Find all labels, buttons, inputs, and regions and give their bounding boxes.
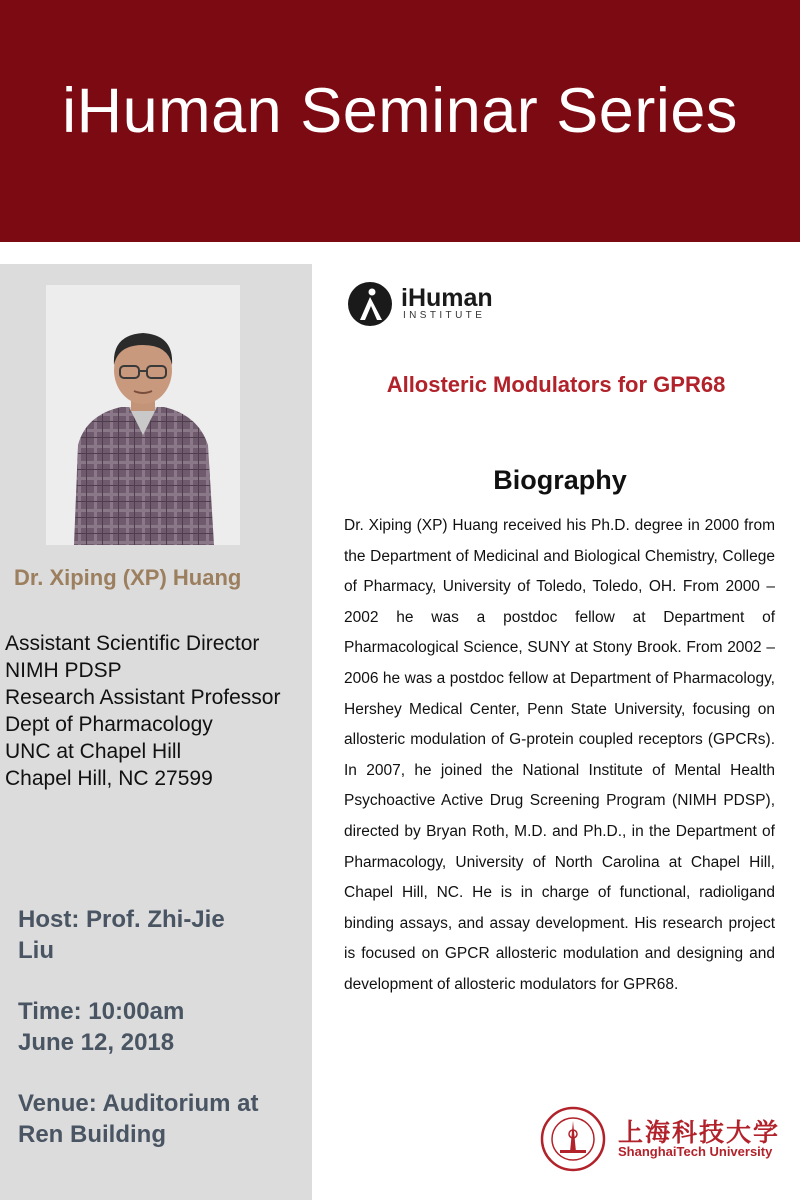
venue-info (18, 1088, 298, 1150)
time-line: Time: 10:00am (18, 998, 185, 1025)
biography-heading: Biography (493, 465, 627, 495)
speaker-affiliation (5, 630, 280, 792)
affiliation-line: Chapel Hill, NC 27599 (5, 767, 213, 790)
biography-text: Dr. Xiping (XP) Huang received his Ph.D. degree in 2000 from the Department of Medicinal and Biological Chemistry, College of Pharmacy, University of Toledo, Toledo, OH. From 2000 – 2002 he was a postdoc fellow at Department of Pharmacological Science, SUNY at Stony Brook. From 2002 – 2006 he was a postdoc fellow at Department of Pharmacology, Hershey Medical Center, Penn State University, focusing on allosteric modulation of G-protein coupled receptors (GPCRs). In 2007, he joined the National Institute of Mental Health Psychoactive Active Drug Screening Program (NIMH PDSP), directed by Bryan Roth, M.D. and Ph.D., in the Department of Pharmacology, University of North Carolina at Chapel Hill, Chapel Hill, NC. He is in charge of functional, radioligand binding assays, and assay development. His research project is focused on GPCR allosteric modulation and designing and development of allosteric modulators for GPR68. (344, 517, 775, 993)
host-line: Host: Prof. Zhi-Jie (18, 906, 225, 933)
logo-wordmark: iHuman (401, 284, 493, 312)
affiliation-line: UNC at Chapel Hill (5, 740, 182, 763)
series-title: iHuman Seminar Series (62, 76, 738, 146)
affiliation-line: NIMH PDSP (5, 659, 122, 682)
shanghaitech-logo (540, 1108, 790, 1170)
time-info (18, 996, 298, 1058)
ihuman-emblem-icon (346, 280, 394, 328)
ihuman-institute-logo (346, 280, 516, 328)
affiliation-line: Research Assistant Professor (5, 686, 281, 709)
header-banner (0, 0, 800, 242)
host-info (18, 904, 298, 966)
university-seal-icon (540, 1106, 606, 1172)
affiliation-line: Assistant Scientific Director (5, 632, 260, 655)
venue-line: Ren Building (18, 1121, 166, 1148)
portrait-illustration (46, 285, 240, 545)
university-name-chinese: 上海科技大学 (618, 1118, 781, 1147)
date-line: June 12, 2018 (18, 1029, 175, 1056)
host-line: Liu (18, 937, 54, 964)
speaker-photo (46, 285, 240, 545)
speaker-name: Dr. Xiping (XP) Huang (14, 565, 242, 590)
logo-subtitle: INSTITUTE (403, 310, 486, 321)
talk-title: Allosteric Modulators for GPR68 (386, 372, 726, 397)
university-name-english: ShanghaiTech University (618, 1144, 773, 1159)
affiliation-line: Dept of Pharmacology (5, 713, 213, 736)
venue-line: Venue: Auditorium at (18, 1090, 259, 1117)
banner-divider (0, 242, 800, 264)
